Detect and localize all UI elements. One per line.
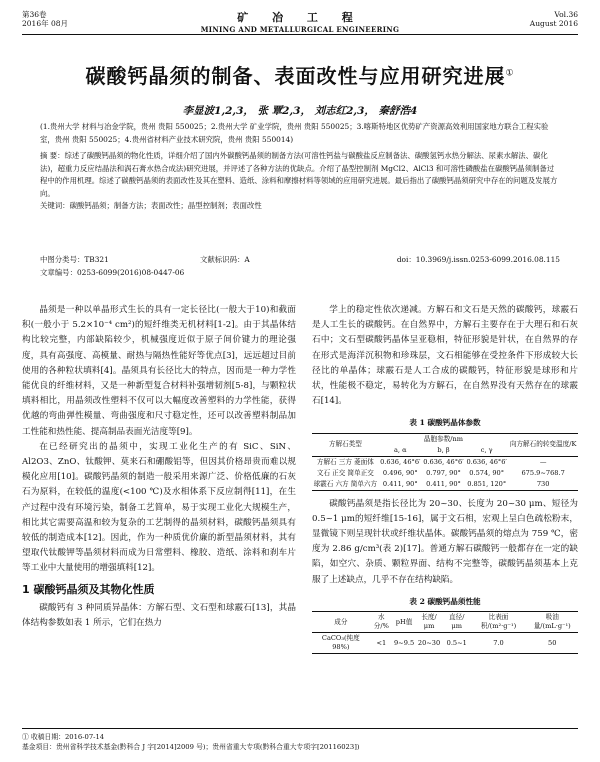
- right-column: [312, 303, 578, 654]
- journal-name-cn: 矿 冶 工 程: [237, 11, 363, 24]
- clc-number: 中图分类号：TB321: [40, 255, 109, 264]
- section-heading: 1 碳酸钙晶须及其物化性质: [22, 582, 155, 596]
- doi: doi：10.3969/j.issn.0253-6099.2016.08.115: [396, 255, 560, 264]
- cell: 675.9~768.7: [521, 468, 565, 477]
- cell: 0.496, 90°: [382, 468, 418, 477]
- journal-name-en: MINING AND METALLURGICAL ENGINEERING: [200, 25, 400, 34]
- volume-right: Vol.36: [554, 10, 578, 19]
- cell: 0.411, 90°: [422, 479, 465, 491]
- received-date: ① 收稿日期：2016-07-14: [22, 733, 105, 741]
- table2-header: 长度/μm: [415, 612, 443, 633]
- cell: 方解石: [316, 457, 337, 466]
- table-row: [312, 479, 578, 491]
- table1-header-transition: 向方解石的转变温度/K: [508, 433, 578, 456]
- table1-header-b: b, β: [422, 445, 465, 457]
- keywords: 关键词：碳酸钙晶须；制备方法；表面改性；晶型控制剂；表面改性: [40, 201, 262, 211]
- header-center: [22, 9, 578, 34]
- cell: 正交: [332, 468, 346, 477]
- table-row: [312, 456, 578, 468]
- author-list: 李显波1,2,3， 张 覃2,3， 刘志红2,3， 秦舒浩4: [182, 105, 418, 117]
- header-rule: [22, 34, 578, 35]
- cell: 文石: [316, 468, 331, 477]
- table2-header: pH值: [393, 612, 415, 633]
- paragraph: 在已经研究出的晶须中，实现工业化生产的有 SiC、SiN、Al2O3、ZnO、钛酸钾、莫来石和硼酸铝等，但因其价格昂贵而难以规模化应用[10]。碳酸钙晶须的制造一般采用来源广泛、价格低廉的石灰石为原料，在较低的温度(<100 ℃)及水相体系下反应制得[11]，在生产过程中没有环境污染，制备工艺简单，易于实现工业化大规模生产，相比其它需要高温和较为复杂的工艺制得的晶须材料，碳酸钙晶须具有较低的制造成本[12]。因此，作为一种质优价廉的新型晶须材料，其有望取代钛酸钾等晶须材料而成为日常塑料、橡胶、造纸、涂料和刹车片等工业中大量使用的增强填料[12]。: [22, 441, 296, 574]
- fund-info: 基金项目：贵州省科学技术基金(黔科合 J 字[2014]2009 号)；贵州省重大专项(黔科合重大专项字[20116023]): [22, 743, 360, 751]
- cell: 50: [526, 633, 578, 654]
- cell: 0.636, 46°6′: [380, 457, 421, 466]
- date-right: August 2016: [529, 19, 578, 28]
- table1-header-c: c, γ: [465, 445, 508, 457]
- abstract: 摘 要：综述了碳酸钙晶须的物化性质，详细介绍了国内外碳酸钙晶须的制备方法(可溶性钙盐与碳酸盐反应制备法、碳酸氢钙水热分解法、尿素水解法、碳化法)，超重力反应结晶法和涡石膏水热合成法)研究进展，并评述了各种方法的优缺点。介绍了晶型控制剂 MgCl2、AlCl3 和可溶性磷酸盐在碳酸钙晶须制备过程中的作用机理。综述了碳酸钙晶须的表面改性及其在塑料、造纸、涂料和摩擦材料等领域的应用研究进展。最后指出了碳酸钙晶须研究中存在的问题及发展方向。: [40, 151, 558, 198]
- cell: 简单正交: [347, 468, 374, 477]
- cell: 730: [508, 479, 578, 491]
- cell: 9~9.5: [393, 633, 415, 654]
- paragraph: 碳酸钙晶须是指长径比为 20~30、长度为 20~30 μm、短径为 0.5~1 μm的短纤维[15-16]，属于文石相，宏观上呈白色疏松粉末，显微镜下则呈现针状或纤维状晶体。碳酸钙晶须的熔点为 759 ℃，密度为 2.86 g/cm³(表 2)[17]。普通方解石碳酸钙一般都存在一定的缺陷，如空穴、杂质、颗粒界面、结构不完整等，碳酸钙晶须基本上克服了上述缺点，几乎不存在结构缺陷。: [312, 498, 578, 585]
- header-right: [530, 10, 578, 28]
- table2-header: 成分: [312, 612, 370, 633]
- article-number: 文章编号：0253-6099(2016)08-0447-06: [40, 268, 185, 277]
- document-code: 文献标识码：A: [200, 255, 250, 264]
- table2-header: 比表面积/(m²·g⁻¹): [471, 612, 527, 633]
- cell: CaCO₃(纯度 98%): [312, 633, 370, 654]
- cell: 0.851, 120°: [465, 479, 508, 491]
- cell: 0.411, 90°: [379, 479, 422, 491]
- table1-header-type: 方解石类型: [312, 433, 379, 456]
- table2: [312, 611, 578, 654]
- cell: 0.636, 46°6′: [466, 457, 507, 466]
- cell: 0.797, 90°: [426, 468, 461, 477]
- abstract-block: [40, 150, 560, 213]
- paragraph: 学上的稳定性依次递减。方解石和文石是天然的碳酸钙，球霰石是人工生长的碳酸钙。在自然界中，方解石主要存在于大理石和石灰石中；文石型碳酸钙晶体呈亚稳相，特征形貌是针状，在自然界的存在形式是海洋沉积物和珍珠层，文石相能够在受控条件下形成较大长径比的单晶体；球霰石是人工合成的碳酸钙，特征形貌是球形和片状，性能极不稳定，易转化为方解石，在自然界没有天然存在的球霰石[14]。: [312, 305, 578, 407]
- cell: <1: [370, 633, 393, 654]
- left-column: [22, 303, 296, 631]
- table1-caption: 表 1 碳酸钙晶体参数: [409, 418, 481, 428]
- cell: 7.0: [471, 633, 527, 654]
- cell: 简单六方: [350, 479, 378, 488]
- volume-left: 第36卷: [22, 10, 47, 19]
- article-title: [22, 60, 578, 89]
- affiliations: (1.贵州大学 材料与冶金学院，贵州 贵阳 550025；2.贵州大学 矿业学院，贵州 贵阳 550025；3.喀斯特地区优势矿产资源高效利用国家地方联合工程实验室，贵州 贵阳 550025；4.贵州省材料产业技术研究院，贵州 贵阳 550014): [40, 122, 549, 144]
- date-left: 2016年 08月: [22, 19, 69, 28]
- title-footnote-mark: ①: [505, 68, 515, 79]
- table2-header: 水分/%: [370, 612, 393, 633]
- table2-header: 吸油量/(mL·g⁻¹): [526, 612, 578, 633]
- footnote: [22, 728, 578, 752]
- table-row: [312, 633, 578, 654]
- cell: 球霰石: [313, 479, 334, 488]
- running-header: [22, 8, 578, 34]
- cell: 20~30: [415, 633, 443, 654]
- cell: 六方: [335, 479, 349, 488]
- cell: 0.5~1: [443, 633, 471, 654]
- table1-header-group: 晶胞参数/nm: [379, 433, 509, 445]
- table2-caption: 表 2 碳酸钙晶须性能: [409, 596, 481, 606]
- cell: 三方: [338, 457, 352, 466]
- table2-header: 直径/μm: [443, 612, 471, 633]
- paragraph: 碳酸钙有 3 种同质异晶体：方解石型、文石型和球霰石[13]，其晶体结构参数如表 1 所示，它们在热力: [22, 602, 296, 629]
- cell: —: [539, 457, 547, 466]
- cell: 0.574, 90°: [469, 468, 505, 477]
- table1-header-a: a, α: [379, 445, 422, 457]
- title-text: 碳酸钙晶须的制备、表面改性与应用研究进展: [85, 64, 506, 88]
- table-row: [312, 468, 578, 479]
- cell: 0.636, 46°6′: [423, 457, 464, 466]
- table1: [312, 433, 578, 491]
- paragraph: 晶须是一种以单晶形式生长的具有一定长径比(一般大于10)和截面积(一般小于 5.2×10⁻⁴ cm²)的短纤维类无机材料[1-2]。由于其晶体结构比较完整，内部缺陷较少，机械强度近似于原子间价键力的理论强度，具有高强度、高模量、耐热与隔热性能好等优点[3]，远远超过目前使用的各种粒状填料[4]。晶须具有长径比大的特点，因而是一种力学性能优良的纤维材料，又是一种新型复合材料补强增韧剂[5-8]，与颗粒状填料相比，用晶须改性塑料不仅可以大幅度改善塑料的力学性能，获得优越的弯曲弹性模量、弯曲强度和尺寸稳定性，还可以改善塑料制品加工性能和热性能、提高制品表面光洁度等[9]。: [22, 305, 296, 437]
- cell: 菱面体: [354, 457, 374, 466]
